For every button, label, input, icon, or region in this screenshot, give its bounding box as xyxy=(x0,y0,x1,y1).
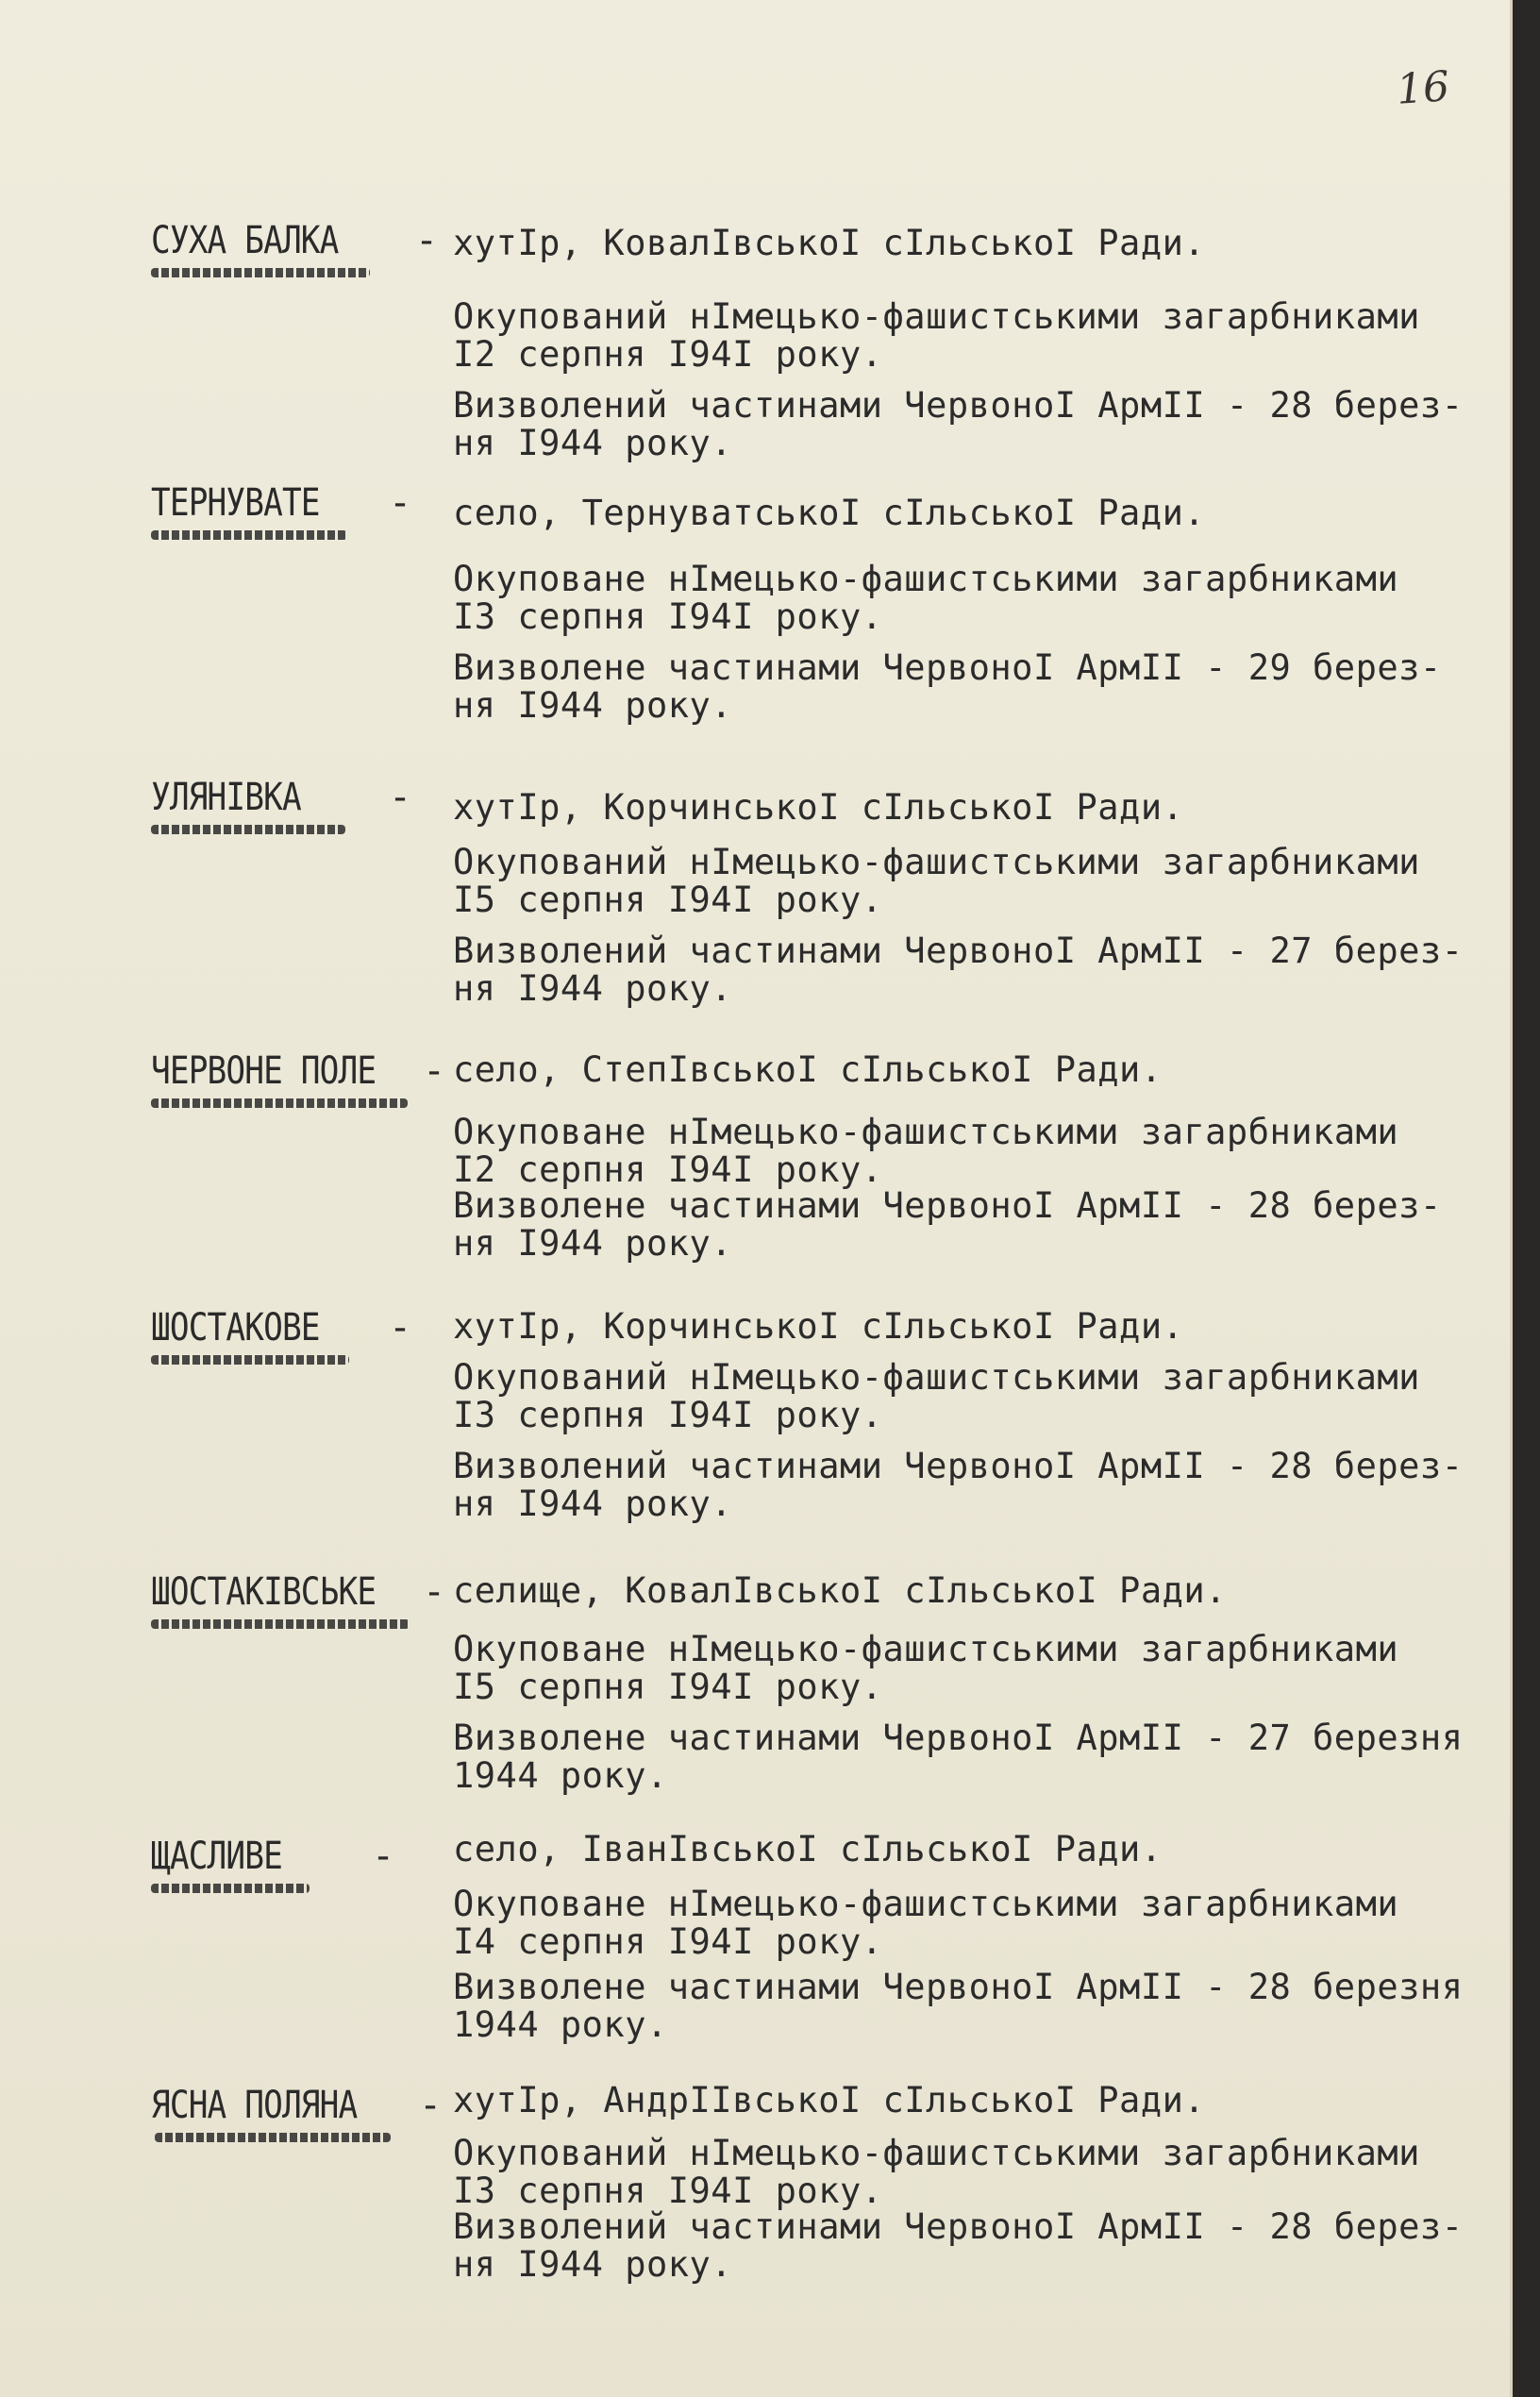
settlement-name: ЩАСЛИВЕ xyxy=(151,1835,282,1878)
settlement-type: хутІр, КорчинськоІ сІльськоІ Ради. xyxy=(453,1306,1184,1347)
settlement-name: ЧЕРВОНЕ ПОЛЕ xyxy=(151,1049,377,1093)
settlement-name: ШОСТАКІВСЬКЕ xyxy=(151,1570,377,1614)
occupation-line-2: І2 серпня І94І року. xyxy=(453,1149,883,1190)
liberation-line-1: Визволене частинами ЧервоноІ АрмІІ - 27 березня xyxy=(453,1718,1464,1758)
settlement-type: хутІр, АндрІІвськоІ сІльськоІ Ради. xyxy=(453,2080,1206,2120)
entry-dash: - xyxy=(423,1570,446,1614)
occupation-line-1: Окупований нІмецько-фашистськими загарбниками xyxy=(453,842,1420,882)
liberation-line-1: Визволене частинами ЧервоноІ АрмІІ - 28 березня xyxy=(453,1967,1464,2007)
entry-dash: - xyxy=(389,481,412,525)
settlement-name: ШОСТАКОВЕ xyxy=(151,1306,320,1349)
occupation-line-2: ІЗ серпня І94І року. xyxy=(453,596,883,637)
liberation-line-2: 1944 року. xyxy=(453,1755,668,1796)
name-underline xyxy=(151,1355,349,1365)
liberation-line-2: ня І944 року. xyxy=(453,2244,733,2285)
name-underline xyxy=(151,1619,410,1629)
liberation-line-1: Визволене частинами ЧервоноІ АрмІІ - 28 берез- xyxy=(453,1185,1442,1226)
occupation-line-2: І2 серпня І94І року. xyxy=(453,334,883,375)
liberation-line-2: ня І944 року. xyxy=(453,685,733,726)
settlement-type: селище, КовалІвськоІ сІльськоІ Ради. xyxy=(453,1570,1227,1611)
occupation-line-2: І5 серпня І94І року. xyxy=(453,1667,883,1707)
entry-dash: - xyxy=(415,219,439,262)
entry-dash: - xyxy=(419,2084,443,2127)
settlement-name: ЯСНА ПОЛЯНА xyxy=(151,2084,358,2127)
occupation-line-1: Окуповане нІмецько-фашистськими загарбниками xyxy=(453,1112,1399,1152)
occupation-line-2: ІЗ серпня І94І року. xyxy=(453,2171,883,2211)
settlement-type: хутІр, КорчинськоІ сІльськоІ Ради. xyxy=(453,787,1184,828)
settlement-type: село, ІванІвськоІ сІльськоІ Ради. xyxy=(453,1829,1163,1869)
name-underline xyxy=(151,530,347,540)
liberation-line-1: Визволений частинами ЧервоноІ АрмІІ - 28 берез- xyxy=(453,385,1464,426)
liberation-line-1: Визволене частинами ЧервоноІ АрмІІ - 29 берез- xyxy=(453,647,1442,688)
entry-dash: - xyxy=(389,776,412,819)
liberation-line-1: Визволений частинами ЧервоноІ АрмІІ - 28 берез- xyxy=(453,1446,1464,1486)
liberation-line-1: Визволений частинами ЧервоноІ АрмІІ - 27 берез- xyxy=(453,930,1464,971)
settlement-type: хутІр, КовалІвськоІ сІльськоІ Ради. xyxy=(453,223,1206,263)
entry-dash: - xyxy=(389,1306,412,1349)
liberation-line-2: ня І944 року. xyxy=(453,1483,733,1524)
occupation-line-1: Окупований нІмецько-фашистськими загарбниками xyxy=(453,296,1420,337)
liberation-line-2: 1944 року. xyxy=(453,2004,668,2045)
settlement-name: УЛЯНІВКА xyxy=(151,776,301,819)
settlement-type: село, СтепІвськоІ сІльськоІ Ради. xyxy=(453,1049,1163,1090)
settlement-name: СУХА БАЛКА xyxy=(151,219,339,262)
name-underline xyxy=(151,1884,310,1893)
occupation-line-1: Окуповане нІмецько-фашистськими загарбниками xyxy=(453,1629,1399,1669)
occupation-line-1: Окупований нІмецько-фашистськими загарбниками xyxy=(453,2133,1420,2173)
name-underline xyxy=(151,1098,408,1108)
occupation-line-1: Окуповане нІмецько-фашистськими загарбниками xyxy=(453,1884,1399,1924)
settlement-type: село, ТернуватськоІ сІльськоІ Ради. xyxy=(453,493,1206,533)
liberation-line-2: ня І944 року. xyxy=(453,968,733,1009)
name-underline xyxy=(151,268,370,277)
page-number: 16 xyxy=(1395,62,1451,114)
entry-dash: - xyxy=(372,1835,395,1878)
settlement-name: ТЕРНУВАТЕ xyxy=(151,481,320,525)
liberation-line-1: Визволений частинами ЧервоноІ АрмІІ - 28 берез- xyxy=(453,2206,1464,2247)
occupation-line-1: Окупований нІмецько-фашистськими загарбниками xyxy=(453,1357,1420,1398)
occupation-line-1: Окуповане нІмецько-фашистськими загарбниками xyxy=(453,559,1399,599)
liberation-line-2: ня І944 року. xyxy=(453,423,733,463)
name-underline xyxy=(155,2133,391,2142)
name-underline xyxy=(151,825,345,834)
occupation-line-2: ІЗ серпня І94І року. xyxy=(453,1395,883,1435)
occupation-line-2: І5 серпня І94І року. xyxy=(453,880,883,920)
entry-dash: - xyxy=(423,1049,446,1093)
liberation-line-2: ня І944 року. xyxy=(453,1223,733,1264)
occupation-line-2: І4 серпня І94І року. xyxy=(453,1921,883,1962)
